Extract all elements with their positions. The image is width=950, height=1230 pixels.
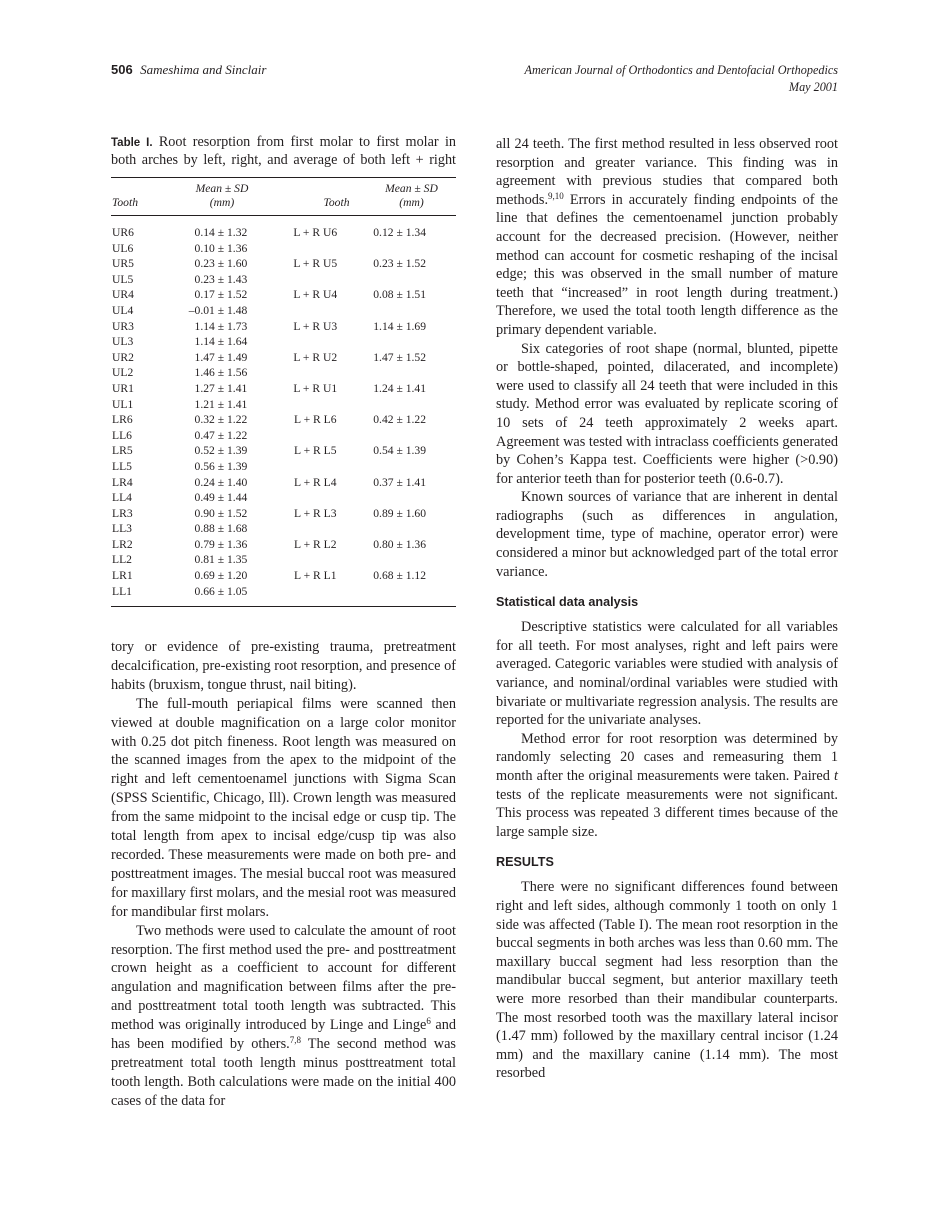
tooth-cell: UL3 <box>112 335 134 349</box>
tooth-pair-cell <box>281 334 373 350</box>
table-row <box>111 272 456 288</box>
tooth-pair-cell <box>281 490 373 506</box>
table-row <box>111 319 456 335</box>
header-mean-sd-unit: (mm) <box>209 196 235 209</box>
tooth-cell: LL2 <box>112 553 132 567</box>
table-caption-line2: both arches by left, right, and average of both left + right <box>111 152 456 168</box>
table-1 <box>111 134 456 607</box>
table-row <box>111 287 456 303</box>
table-row <box>111 397 456 413</box>
mean-sd-cell: 0.52 ± 1.39 <box>194 444 248 458</box>
mean-sd-cell: 0.81 ± 1.35 <box>194 553 248 567</box>
header-tooth-pair: Tooth <box>323 196 350 209</box>
tooth-pair-cell: L + R L4 <box>294 475 337 489</box>
pair-mean-sd-cell: 0.68 ± 1.12 <box>373 569 426 583</box>
tooth-cell: UR3 <box>112 319 134 333</box>
mean-sd-cell: 0.23 ± 1.43 <box>194 272 248 286</box>
tooth-pair-cell: L + R L1 <box>294 569 337 583</box>
text-run: and has been modified by others. <box>111 1017 457 1053</box>
pair-mean-sd-cell <box>373 303 456 319</box>
text-run: all 24 teeth. The first method resulted in less observed root resorption and greater variance. This finding was in agreement with previous studies that compared both methods. <box>496 136 838 208</box>
tooth-cell: UR2 <box>112 350 134 364</box>
tooth-pair-cell: L + R U5 <box>293 257 338 271</box>
tooth-cell: UL1 <box>112 397 134 411</box>
table-row <box>111 537 456 553</box>
section-heading-results: RESULTS <box>496 855 554 870</box>
paragraph: There were no significant differences found between right and left sides, although commonly 1 tooth on only 1 side was affected (Table I). The mean root resorption in the buccal segments in both arches was less than 0.60 mm. The maxillary buccal segment had less resorption than the mandibular buccal segment, but anterior maxillary teeth were more resorbed than their mandibular counterparts. The most resorbed tooth was the maxillary lateral incisor (1.47 mm) followed by the maxillary central incisor (1.24 mm) and the maxillary canine (1.14 mm). The most resorbed <box>496 879 838 1082</box>
pair-mean-sd-cell <box>373 552 456 568</box>
header-spacer <box>298 182 381 196</box>
pair-mean-sd-cell <box>373 459 456 475</box>
tooth-cell: LR2 <box>112 537 133 551</box>
table-row <box>111 490 456 506</box>
tooth-cell: UL6 <box>112 241 134 255</box>
table-label: Table I. <box>111 137 153 149</box>
table-row <box>111 303 456 319</box>
mean-sd-cell: 1.14 ± 1.64 <box>194 335 248 349</box>
tooth-cell: LL5 <box>112 459 132 473</box>
table-row <box>111 521 456 537</box>
page-number: 506 <box>111 62 133 77</box>
header-tooth: Tooth <box>112 196 138 209</box>
pair-mean-sd-cell: 1.47 ± 1.52 <box>373 350 426 364</box>
tooth-cell: LL4 <box>112 491 132 505</box>
pair-mean-sd-cell: 0.23 ± 1.52 <box>373 257 426 271</box>
tooth-cell: LR3 <box>112 506 133 520</box>
tooth-pair-cell: L + R L5 <box>294 444 337 458</box>
table-row <box>111 428 456 444</box>
text-run: Method error for root resorption was determined by randomly selecting 20 cases and remeasuring them 1 month after the original measurements were taken. Paired <box>496 730 838 784</box>
pair-mean-sd-cell: 0.08 ± 1.51 <box>373 288 426 302</box>
table-row <box>111 381 456 397</box>
pair-mean-sd-cell <box>373 428 456 444</box>
paragraph: Six categories of root shape (normal, blunted, pipette or bottle-shaped, pointed, dilacerated, and incomplete) were used to classify all 24 teeth that were included in this study. Method error was evaluated by replicate scoring of 10 sets of 24 teeth approximately 2 weeks apart. Agreement was tested with intraclass coefficients generated by Cohen’s Kappa test. Coefficients were higher (>0.90) for anterior teeth than for posterior teeth (0.6-0.7). <box>496 340 838 487</box>
italic-t: t <box>834 768 838 784</box>
tooth-pair-cell <box>281 272 373 288</box>
left-column <box>111 638 456 1111</box>
pair-mean-sd-cell <box>373 334 456 350</box>
text-run: Two methods were used to calculate the amount of root resorption. The first method used the pre- and posttreatment crown height as a coefficient to account for different angulation and magnification between films after the pre- and posttreatment total tooth length was subtracted. This method was originally introduced by Linge and Linge <box>111 922 456 1034</box>
mean-sd-cell: 0.17 ± 1.52 <box>194 288 248 302</box>
pair-mean-sd-cell: 0.42 ± 1.22 <box>373 413 426 427</box>
header-pair-mean-sd: Mean ± SD <box>385 182 438 195</box>
table-header-rule <box>111 215 456 216</box>
pair-mean-sd-cell <box>373 490 456 506</box>
mean-sd-cell: 0.88 ± 1.68 <box>194 522 248 536</box>
mean-sd-cell: 0.79 ± 1.36 <box>194 537 248 551</box>
header-spacer <box>111 182 172 196</box>
tooth-pair-cell: L + R U1 <box>293 381 338 395</box>
tooth-pair-cell: L + R L3 <box>294 506 337 520</box>
reference-superscript: 7,8 <box>289 1035 301 1046</box>
table-top-rule <box>111 177 456 178</box>
paragraph: tory or evidence of pre-existing trauma, pretreatment decalcification, pre-existing root resorption, and presence of habits (bruxism, tongue thrust, nail biting). <box>111 639 456 693</box>
table-row <box>111 350 456 366</box>
pair-mean-sd-cell: 0.54 ± 1.39 <box>373 444 426 458</box>
mean-sd-cell: 0.14 ± 1.32 <box>194 226 248 239</box>
paragraph <box>111 922 456 1111</box>
tooth-pair-cell <box>281 459 373 475</box>
text-run: Errors in accurately finding endpoints of the line that defines the cementoenamel junction probably account for the decreased precision. (However, neither method can account for cosmetic reshaping of the incisal edge; this was observed in the small number of mature teeth that “increased” in root length during treatment.) Therefore, we used the total tooth length difference as the primary dependent variable. <box>496 191 838 338</box>
reference-superscript: 9,10 <box>548 190 564 201</box>
table-row <box>111 443 456 459</box>
running-head-authors: Sameshima and Sinclair <box>140 62 267 77</box>
mean-sd-cell: 0.66 ± 1.05 <box>194 584 248 598</box>
table-header-row-2 <box>111 196 456 210</box>
table-row <box>111 256 456 272</box>
table-header-row-1 <box>111 182 456 196</box>
running-head-right <box>525 62 838 96</box>
table-bottom-rule <box>111 606 456 607</box>
tooth-pair-cell: L + R U3 <box>293 319 338 333</box>
header-pair-mean-sd-unit: (mm) <box>399 196 424 209</box>
paragraph <box>496 730 838 842</box>
pair-mean-sd-cell <box>373 397 456 413</box>
tooth-cell: UR4 <box>112 288 134 302</box>
table-body <box>111 225 456 599</box>
tooth-cell: LR5 <box>112 444 133 458</box>
tooth-cell: LL3 <box>112 522 132 536</box>
tooth-pair-cell <box>281 584 373 600</box>
text-run: The second method was pretreatment total tooth length minus posttreatment total tooth length. Both calculations were made on the initial 400 cases of the data for <box>111 1036 456 1109</box>
tooth-cell: LL1 <box>112 584 132 598</box>
mean-sd-cell: 0.32 ± 1.22 <box>194 413 248 427</box>
mean-sd-cell: 1.21 ± 1.41 <box>194 397 248 411</box>
table-row <box>111 241 456 257</box>
pair-mean-sd-cell: 0.12 ± 1.34 <box>373 226 426 239</box>
mean-sd-cell: 1.47 ± 1.49 <box>194 350 248 364</box>
paragraph: Known sources of variance that are inherent in dental radiographs (such as differences in angulation, development time, type of machine, operator error) were considered a minor but acknowledged part of the total error variance. <box>496 489 838 580</box>
paragraph: Descriptive statistics were calculated for all variables for all teeth. For most analyses, right and left pairs were averaged. Categoric variables were studied with analysis of variance, and nominal/ordinal variables were studied with bivariate or multivariate regression analysis. The results are reported for the univariate analyses. <box>496 619 838 729</box>
tooth-cell: UR1 <box>112 381 134 395</box>
table-row <box>111 475 456 491</box>
tooth-cell: UR5 <box>112 257 134 271</box>
table-row <box>111 459 456 475</box>
issue-date: May 2001 <box>788 80 838 94</box>
paragraph: The full-mouth periapical films were scanned then viewed at double magnification on a large color monitor with 0.25 dot pitch fineness. Root length was measured on the scanned images from the apex to the midpoint of the right and left cementoenamel junctions with Sigma Scan (SPSS Scientific, Chicago, Ill). Crown length was measured from the same midpoint to the incisal edge or cusp tip. The total length from apex to incisal edge/cusp tip was also recorded. These measurements were made on both pre- and posttreatment images. The mesial buccal root was measured for maxillary first molars, and the mesial root was measured for mandibular first molars. <box>111 695 456 920</box>
mean-sd-cell: 0.90 ± 1.52 <box>194 506 248 520</box>
tooth-cell: UL5 <box>112 272 134 286</box>
tooth-pair-cell: L + R L6 <box>294 413 337 427</box>
pair-mean-sd-cell <box>373 584 456 600</box>
table-row <box>111 365 456 381</box>
pair-mean-sd-cell: 0.89 ± 1.60 <box>373 506 426 520</box>
table-row <box>111 552 456 568</box>
mean-sd-cell: 0.47 ± 1.22 <box>194 428 248 442</box>
tooth-cell: UL2 <box>112 366 134 380</box>
pair-mean-sd-cell: 0.37 ± 1.41 <box>373 475 426 489</box>
pair-mean-sd-cell <box>373 521 456 537</box>
table-row <box>111 334 456 350</box>
table-caption-line1: Root resorption from first molar to first molar in <box>158 134 456 150</box>
pair-mean-sd-cell: 0.80 ± 1.36 <box>373 537 426 551</box>
table-grid <box>111 182 456 210</box>
pair-mean-sd-cell: 1.24 ± 1.41 <box>373 381 426 395</box>
tooth-pair-cell <box>281 521 373 537</box>
tooth-cell: UR6 <box>112 226 134 239</box>
mean-sd-cell: 0.49 ± 1.44 <box>194 491 248 505</box>
journal-title: American Journal of Orthodontics and Dentofacial Orthopedics <box>524 63 838 77</box>
paragraph <box>496 135 838 340</box>
reference-superscript: 6 <box>426 1016 431 1027</box>
mean-sd-cell: 0.24 ± 1.40 <box>194 475 248 489</box>
tooth-pair-cell <box>281 397 373 413</box>
table-row <box>111 506 456 522</box>
table-row <box>111 412 456 428</box>
tooth-pair-cell <box>281 428 373 444</box>
running-head-left <box>111 62 266 78</box>
tooth-cell: LR1 <box>112 569 133 583</box>
tooth-pair-cell <box>281 365 373 381</box>
pair-mean-sd-cell <box>373 241 456 257</box>
tooth-pair-cell <box>281 241 373 257</box>
mean-sd-cell: 0.69 ± 1.20 <box>194 569 248 583</box>
tooth-cell: LR6 <box>112 413 133 427</box>
tooth-cell: LL6 <box>112 428 132 442</box>
mean-sd-cell: 0.56 ± 1.39 <box>194 459 248 473</box>
mean-sd-cell: 1.27 ± 1.41 <box>194 381 248 395</box>
section-heading-statistical-analysis: Statistical data analysis <box>496 595 639 610</box>
table-row <box>111 584 456 600</box>
mean-sd-cell: 0.10 ± 1.36 <box>194 241 248 255</box>
header-mean-sd: Mean ± SD <box>195 182 249 195</box>
pair-mean-sd-cell <box>373 365 456 381</box>
mean-sd-cell: 1.46 ± 1.56 <box>194 366 248 380</box>
table-row <box>111 568 456 584</box>
text-run: tests of the replicate measurements were not significant. This process was repeated 3 different times because of the large sample size. <box>496 786 838 840</box>
tooth-cell: UL4 <box>112 303 134 317</box>
tooth-cell: LR4 <box>112 475 133 489</box>
tooth-pair-cell: L + R U6 <box>293 226 338 239</box>
tooth-pair-cell: L + R L2 <box>294 537 337 551</box>
right-column <box>496 135 838 1083</box>
mean-sd-cell: 1.14 ± 1.73 <box>194 319 248 333</box>
pair-mean-sd-cell: 1.14 ± 1.69 <box>373 319 426 333</box>
mean-sd-cell: –0.01 ± 1.48 <box>188 303 248 317</box>
tooth-pair-cell <box>281 552 373 568</box>
tooth-pair-cell: L + R U2 <box>293 350 338 364</box>
pair-mean-sd-cell <box>373 272 456 288</box>
tooth-pair-cell <box>281 303 373 319</box>
tooth-pair-cell: L + R U4 <box>293 288 338 302</box>
table-caption <box>111 134 456 152</box>
mean-sd-cell: 0.23 ± 1.60 <box>194 257 248 271</box>
table-row <box>111 225 456 241</box>
